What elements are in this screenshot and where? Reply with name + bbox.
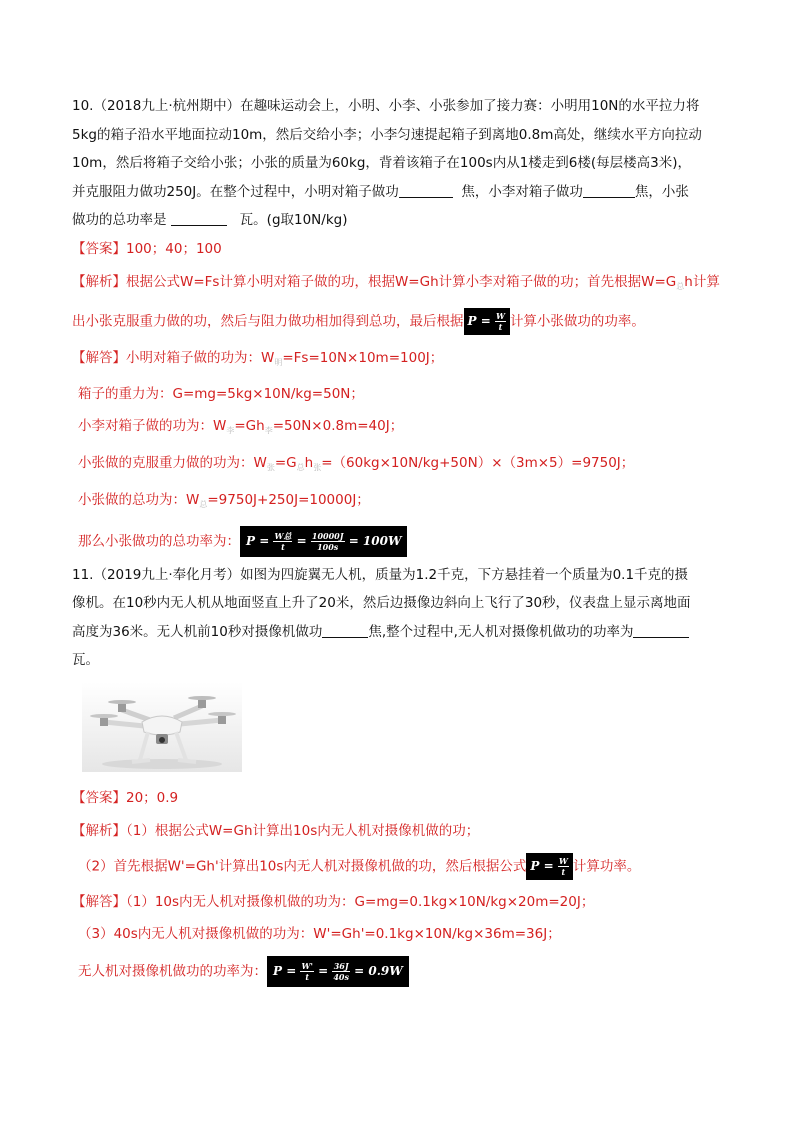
- q10-line-5: [72, 210, 732, 230]
- q11-analysis-text-2: （2）首先根据W'=Gh'计算出10s内无人机对摄像机做的功，然后根据公式: [78, 858, 527, 875]
- q11-answer-label: 【答案】: [72, 790, 126, 806]
- q10-answer-label: 【答案】: [72, 240, 126, 257]
- q10-formula-num-2: 10000J: [311, 530, 344, 541]
- q10-line-4-mid: 焦，小李对箱子做功: [461, 183, 583, 200]
- q11-line-4: 瓦。: [72, 652, 99, 668]
- q11-formula-power-fraction: [558, 856, 569, 877]
- q10-analysis-sub: 总: [676, 281, 685, 291]
- q10-solution-5-end: =9750J+250J=10000J；: [207, 491, 370, 508]
- q11-answer: [72, 788, 732, 808]
- q11-line-3-start: 高度为36米。无人机前10秒对摄像机做功: [72, 623, 323, 640]
- q11-line-3: [72, 622, 732, 642]
- q10-formula-total-power: [240, 526, 407, 557]
- q10-line-4-end: 焦，小张: [634, 183, 689, 200]
- q10-formula-power-lhs: P =: [467, 313, 491, 328]
- q11-formula-den-1: t: [305, 972, 310, 982]
- q10-line-1: 10.（2018九上·杭州期中）在趣味运动会上，小明、小李、小张参加了接力赛：小明用10N的水平拉力将: [72, 98, 700, 114]
- q10-formula-rhs: = 100W: [348, 533, 402, 548]
- q10-solution-5-sub: 总: [199, 499, 208, 509]
- q11-line-1: 11.（2019九上·奉化月考）如图为四旋翼无人机，质量为1.2千克，下方悬挂着一个质量为0.1千克的摄: [72, 566, 689, 583]
- q10-answer-value: 100；40；100: [126, 240, 222, 257]
- q11-solution-1: [72, 892, 732, 912]
- q10-solution-5-text: 小张做的总功为：W: [78, 491, 200, 508]
- q11-line-3-end: 焦,整个过程中,无人机对摄像机做功的功率为: [368, 623, 634, 640]
- q11-formula-lhs: P =: [273, 964, 297, 978]
- q11-formula-rhs: = 0.9W: [354, 964, 403, 978]
- q10-solution-5: [72, 490, 732, 515]
- q10-solution-4-tail: =（60kg×10N/kg+50N）×（3m×5）=9750J；: [321, 454, 635, 471]
- q10-formula-den-2: 100s: [317, 541, 339, 552]
- q11-formula-power-lhs: P =: [530, 859, 554, 873]
- q10-answer: [72, 239, 732, 259]
- q11-solution-3-text: 无人机对摄像机做功的功率为：: [78, 963, 267, 980]
- q10-solution-3: [72, 416, 732, 441]
- q10-formula-power-den: t: [498, 321, 503, 332]
- q10-solution-label: 【解答】: [72, 349, 126, 366]
- q10-solution-4-sub3: 张: [313, 462, 322, 472]
- q10-solution-1: [72, 348, 732, 373]
- q10-line-2: 5kg的箱子沿水平地面拉动10m，然后交给小李；小李匀速提起箱子到离地0.8m高处，继续水平方向拉动: [72, 126, 702, 143]
- q10-formula-den-1: t: [281, 541, 285, 552]
- q10-blank-2[interactable]: [583, 183, 635, 198]
- q10-solution-4-sub2: 总: [296, 462, 305, 472]
- q11-blank-2[interactable]: [633, 623, 689, 638]
- q10-line-5-end: 瓦。(g取10N/kg): [239, 212, 348, 228]
- q11-formula-num-1: W': [301, 961, 313, 971]
- q11-solution-3: [72, 956, 732, 987]
- q11-solution-label: 【解答】: [72, 894, 126, 910]
- q11-analysis-1: [72, 821, 732, 841]
- q10-solution-1-end: =Fs=10N×10m=100J；: [282, 349, 444, 366]
- q10-analysis-label: 【解析】: [72, 273, 126, 290]
- q10-solution-3-text: 小李对箱子做的功为：W: [78, 417, 227, 434]
- q10-analysis-1: [72, 272, 732, 297]
- q11-formula-power-num: W: [558, 856, 568, 866]
- q10-solution-3-mid: =Gh: [234, 417, 265, 434]
- q10-line-4: [72, 182, 732, 202]
- q10-solution-1-sub: 明: [274, 357, 283, 367]
- q10-solution-6: [72, 526, 732, 557]
- q10-blank-3[interactable]: [171, 211, 227, 226]
- q11-formula-power-den: t: [561, 867, 566, 877]
- q11-formula-frac-2: [332, 961, 350, 982]
- q11-formula-frac-1: [300, 961, 313, 982]
- q11-formula-power-result: [267, 956, 409, 987]
- drone-image: [82, 682, 242, 772]
- q10-solution-1-text: 小明对箱子做的功为：W: [126, 349, 275, 366]
- q10-solution-6-text: 那么小张做功的总功率为：: [78, 533, 240, 549]
- q10-solution-3-end: =50N×0.8m=40J；: [272, 417, 404, 434]
- q10-formula-eq: =: [296, 533, 307, 548]
- q11-blank-1[interactable]: [322, 623, 368, 638]
- q10-formula-num-1: W总: [274, 530, 292, 541]
- q11-analysis-2: [72, 853, 732, 880]
- q10-line-3: 10m，然后将箱子交给小张；小张的质量为60kg，背着该箱子在100s内从1楼走到6楼(每层楼高3米)，: [72, 155, 691, 171]
- q10-analysis-text-1-end: h计算: [684, 273, 720, 290]
- q10-blank-1[interactable]: [399, 183, 453, 198]
- q10-formula-frac-2: [311, 531, 345, 552]
- q11-solution-2: （3）40s内无人机对摄像机做的功为：W'=Gh'=0.1kg×10N/kg×36m=36J；: [78, 926, 561, 942]
- q10-solution-4-sub: 张: [266, 462, 275, 472]
- q10-formula-frac-1: [273, 531, 292, 552]
- q11-line-2: 像机。在10秒内无人机从地面竖直上升了20米，然后边摄像边斜向上飞行了30秒，仪表盘上显示离地面: [72, 595, 691, 611]
- q10-analysis-2: [72, 308, 732, 335]
- q10-solution-2: 箱子的重力为：G=mg=5kg×10N/kg=50N；: [78, 385, 364, 402]
- q11-solution-1-text: （1）10s内无人机对摄像机做的功为：G=mg=0.1kg×10N/kg×20m=20J；: [126, 894, 595, 910]
- q10-solution-3-sub2: 李: [264, 425, 273, 435]
- q10-formula-power-fraction: [495, 311, 506, 332]
- q11-analysis-text-2-end: 计算功率。: [572, 858, 641, 875]
- q11-formula-eq: =: [318, 964, 329, 978]
- q10-solution-4: [72, 453, 732, 478]
- q11-formula-power: [526, 853, 572, 880]
- q10-solution-4-text: 小张做的克服重力做的功为：W: [78, 454, 267, 471]
- q10-formula-power: [464, 308, 510, 335]
- q11-formula-den-2: 40s: [333, 972, 349, 982]
- q10-line-4-start: 并克服阻力做功250J。在整个过程中，小明对箱子做功: [72, 183, 399, 200]
- q10-analysis-text-1: 根据公式W=Fs计算小明对箱子做的功，根据W=Gh计算小李对箱子做的功；首先根据W=G: [126, 273, 677, 290]
- document-page: [72, 96, 732, 987]
- q11-formula-num-2: 36J: [333, 961, 349, 971]
- q10-analysis-text-2-end: 计算小张做功的功率。: [509, 313, 645, 329]
- q10-analysis-text-2: 出小张克服重力做的功，然后与阻力做功相加得到总功，最后根据: [72, 313, 464, 329]
- q10-formula-lhs: P =: [246, 533, 270, 548]
- q11-analysis-label: 【解析】: [72, 823, 126, 839]
- q10-solution-3-sub: 李: [226, 425, 235, 435]
- q10-solution-4-mid: =G: [274, 454, 297, 471]
- q10-formula-power-num: W: [495, 310, 505, 321]
- q11-analysis-text-1: （1）根据公式W=Gh计算出10s内无人机对摄像机做的功；: [126, 823, 480, 839]
- q11-answer-value: 20；0.9: [126, 790, 179, 806]
- q10-solution-4-end: h: [304, 454, 314, 471]
- q10-line-5-start: 做功的总功率是: [72, 212, 167, 228]
